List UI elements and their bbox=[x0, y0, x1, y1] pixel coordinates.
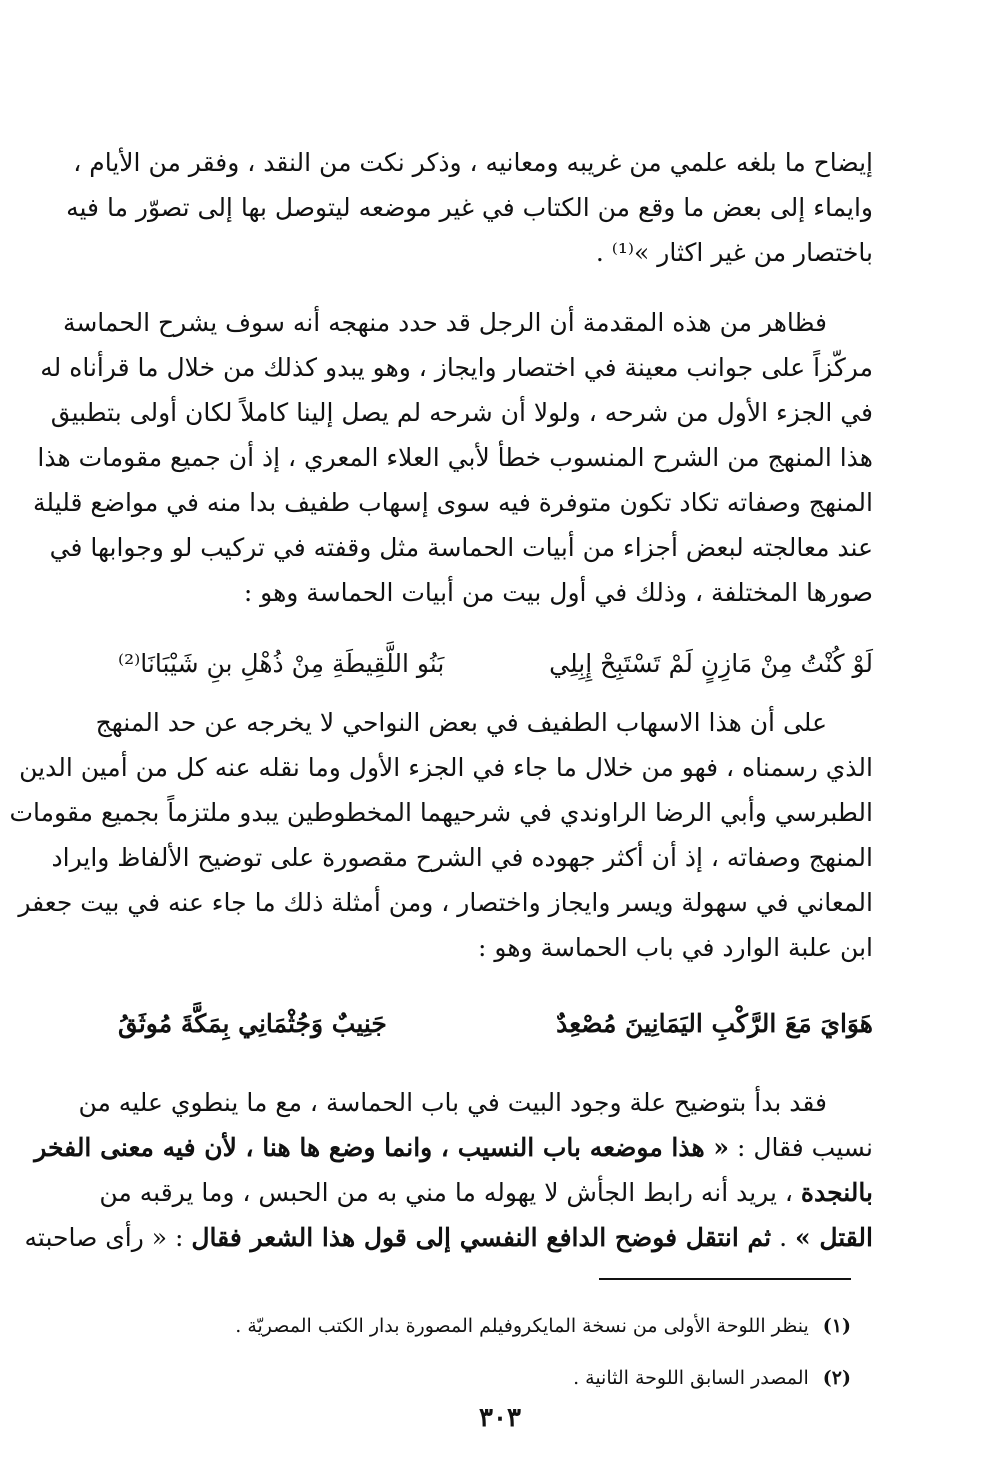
bold-quote: « هذا موضعه باب النسيب ، وانما وضع ها هنا ، لأن فيه معنى الفخر bbox=[34, 1133, 729, 1162]
footnote-divider bbox=[599, 1278, 851, 1280]
text-line bbox=[99, 1170, 873, 1215]
footnote-item bbox=[201, 1352, 851, 1404]
text-line: الذي رسمناه ، فهو من خلال ما جاء في الجزء الأول وما نقله عنه كل من أمين الدين bbox=[19, 753, 873, 782]
text-line: صورها المختلفة ، وذلك في أول بيت من أبيات الحماسة وهو : bbox=[243, 578, 873, 607]
bold-quote: القتل » bbox=[794, 1223, 873, 1252]
plain-text: ، يريد أنه رابط الجأش لا يهوله ما مني به من الحبس ، وما يرقبه من bbox=[99, 1178, 801, 1207]
text-line: فقد بدأ بتوضيح علة وجود البيت في باب الحماسة ، مع ما ينطوي عليه من bbox=[78, 1088, 827, 1117]
text-line: الطبرسي وأبي الرضا الراوندي في شرحيهما المخطوطين يبدو ملتزماً بجميع مقومات bbox=[9, 798, 873, 827]
text-line: هذا المنهج من الشرح المنسوب خطأ لأبي العلاء المعري ، إذ أن جميع مقومات هذا bbox=[37, 443, 873, 472]
text-line: عند معالجته لبعض أجزاء من أبيات الحماسة مثل وقفته في تركيب لو وجوابها في bbox=[49, 533, 873, 562]
text-line: إيضاح ما بلغه علمي من غريبه ومعانيه ، وذكر نكت من النقد ، وفقر من الأيام ، bbox=[73, 148, 873, 177]
footnotes bbox=[201, 1300, 851, 1404]
text-line: في الجزء الأول من شرحه ، ولولا أن شرحه لم يصل إلينا كاملاً لكان أولى بتطبيق bbox=[50, 398, 873, 427]
bold-quote: بالنجدة bbox=[800, 1178, 873, 1207]
text-line: فظاهر من هذه المقدمة أن الرجل قد حدد منهجه أنه سوف يشرح الحماسة bbox=[62, 308, 827, 337]
footnote-number: (٢) bbox=[822, 1367, 851, 1389]
plain-text: : « رأى صاحبته bbox=[24, 1223, 192, 1252]
footnote-item bbox=[201, 1300, 851, 1352]
text-line: مركّزاً على جوانب معينة في اختصار وايجاز ، وهو يبدو كذلك من خلال ما قرأناه له bbox=[40, 353, 873, 382]
text-line: وايماء إلى بعض ما وقع من الكتاب في غير موضعه ليتوصل بها إلى تصوّر ما فيه bbox=[66, 193, 873, 222]
verse-second-hemistich: جَنِيبٌ وَجُثْمَانِي بِمَكَّةَ مُوثَقُ bbox=[118, 1009, 387, 1038]
bold-text: ثم انتقل فوضح الدافع النفسي إلى قول هذا الشعر فقال bbox=[191, 1223, 772, 1252]
footnote-text: ينظر اللوحة الأولى من نسخة المايكروفيلم المصورة بدار الكتب المصريّة . bbox=[235, 1315, 809, 1337]
text-line: على أن هذا الاسهاب الطفيف في بعض النواحي لا يخرجه عن حد المنهج bbox=[95, 708, 827, 737]
page-number: ٣٠٣ bbox=[479, 1403, 521, 1433]
verse-1 bbox=[118, 640, 873, 688]
plain-text: نسيب فقال : bbox=[729, 1133, 873, 1162]
text-line: المنهج وصفاته ، إذ أن أكثر جهوده في الشرح مقصورة على توضيح الألفاظ وايراد bbox=[51, 843, 873, 872]
footnote-number: (١) bbox=[822, 1315, 851, 1337]
verse-second-hemistich: بَنُو اللَّقِيطَةِ مِنْ ذُهْلِ بنِ شَيْبَانَا⁽²⁾ bbox=[118, 649, 445, 678]
paragraph-1 bbox=[33, 300, 873, 615]
text-line bbox=[34, 1125, 873, 1170]
plain-text: . bbox=[771, 1223, 795, 1252]
verse-first-hemistich: لَوْ كُنْتُ مِنْ مَازِنٍ لَمْ تَسْتَبِحْ إِبِلِي bbox=[549, 649, 873, 678]
footnote-text: المصدر السابق اللوحة الثانية . bbox=[573, 1367, 809, 1389]
quote-intro bbox=[66, 140, 873, 275]
text-line: ابن علبة الوارد في باب الحماسة وهو : bbox=[478, 933, 873, 962]
paragraph-2 bbox=[9, 700, 873, 970]
text-line: باختصار من غير اكثار »⁽¹⁾ . bbox=[595, 238, 873, 267]
text-line: المعاني في سهولة ويسر وايجاز واختصار ، ومن أمثلة ذلك ما جاء عنه في بيت جعفر bbox=[18, 888, 873, 917]
paragraph-3 bbox=[24, 1080, 873, 1260]
text-line: المنهج وصفاته تكاد تكون متوفرة فيه سوى إسهاب طفيف بدا منه في مواضع قليلة bbox=[33, 488, 873, 517]
verse-2 bbox=[118, 1000, 873, 1048]
verse-first-hemistich: هَوَايَ مَعَ الرَّكْبِ اليَمَانِينَ مُصْعِدٌ bbox=[556, 1009, 873, 1038]
text-line bbox=[24, 1215, 873, 1260]
